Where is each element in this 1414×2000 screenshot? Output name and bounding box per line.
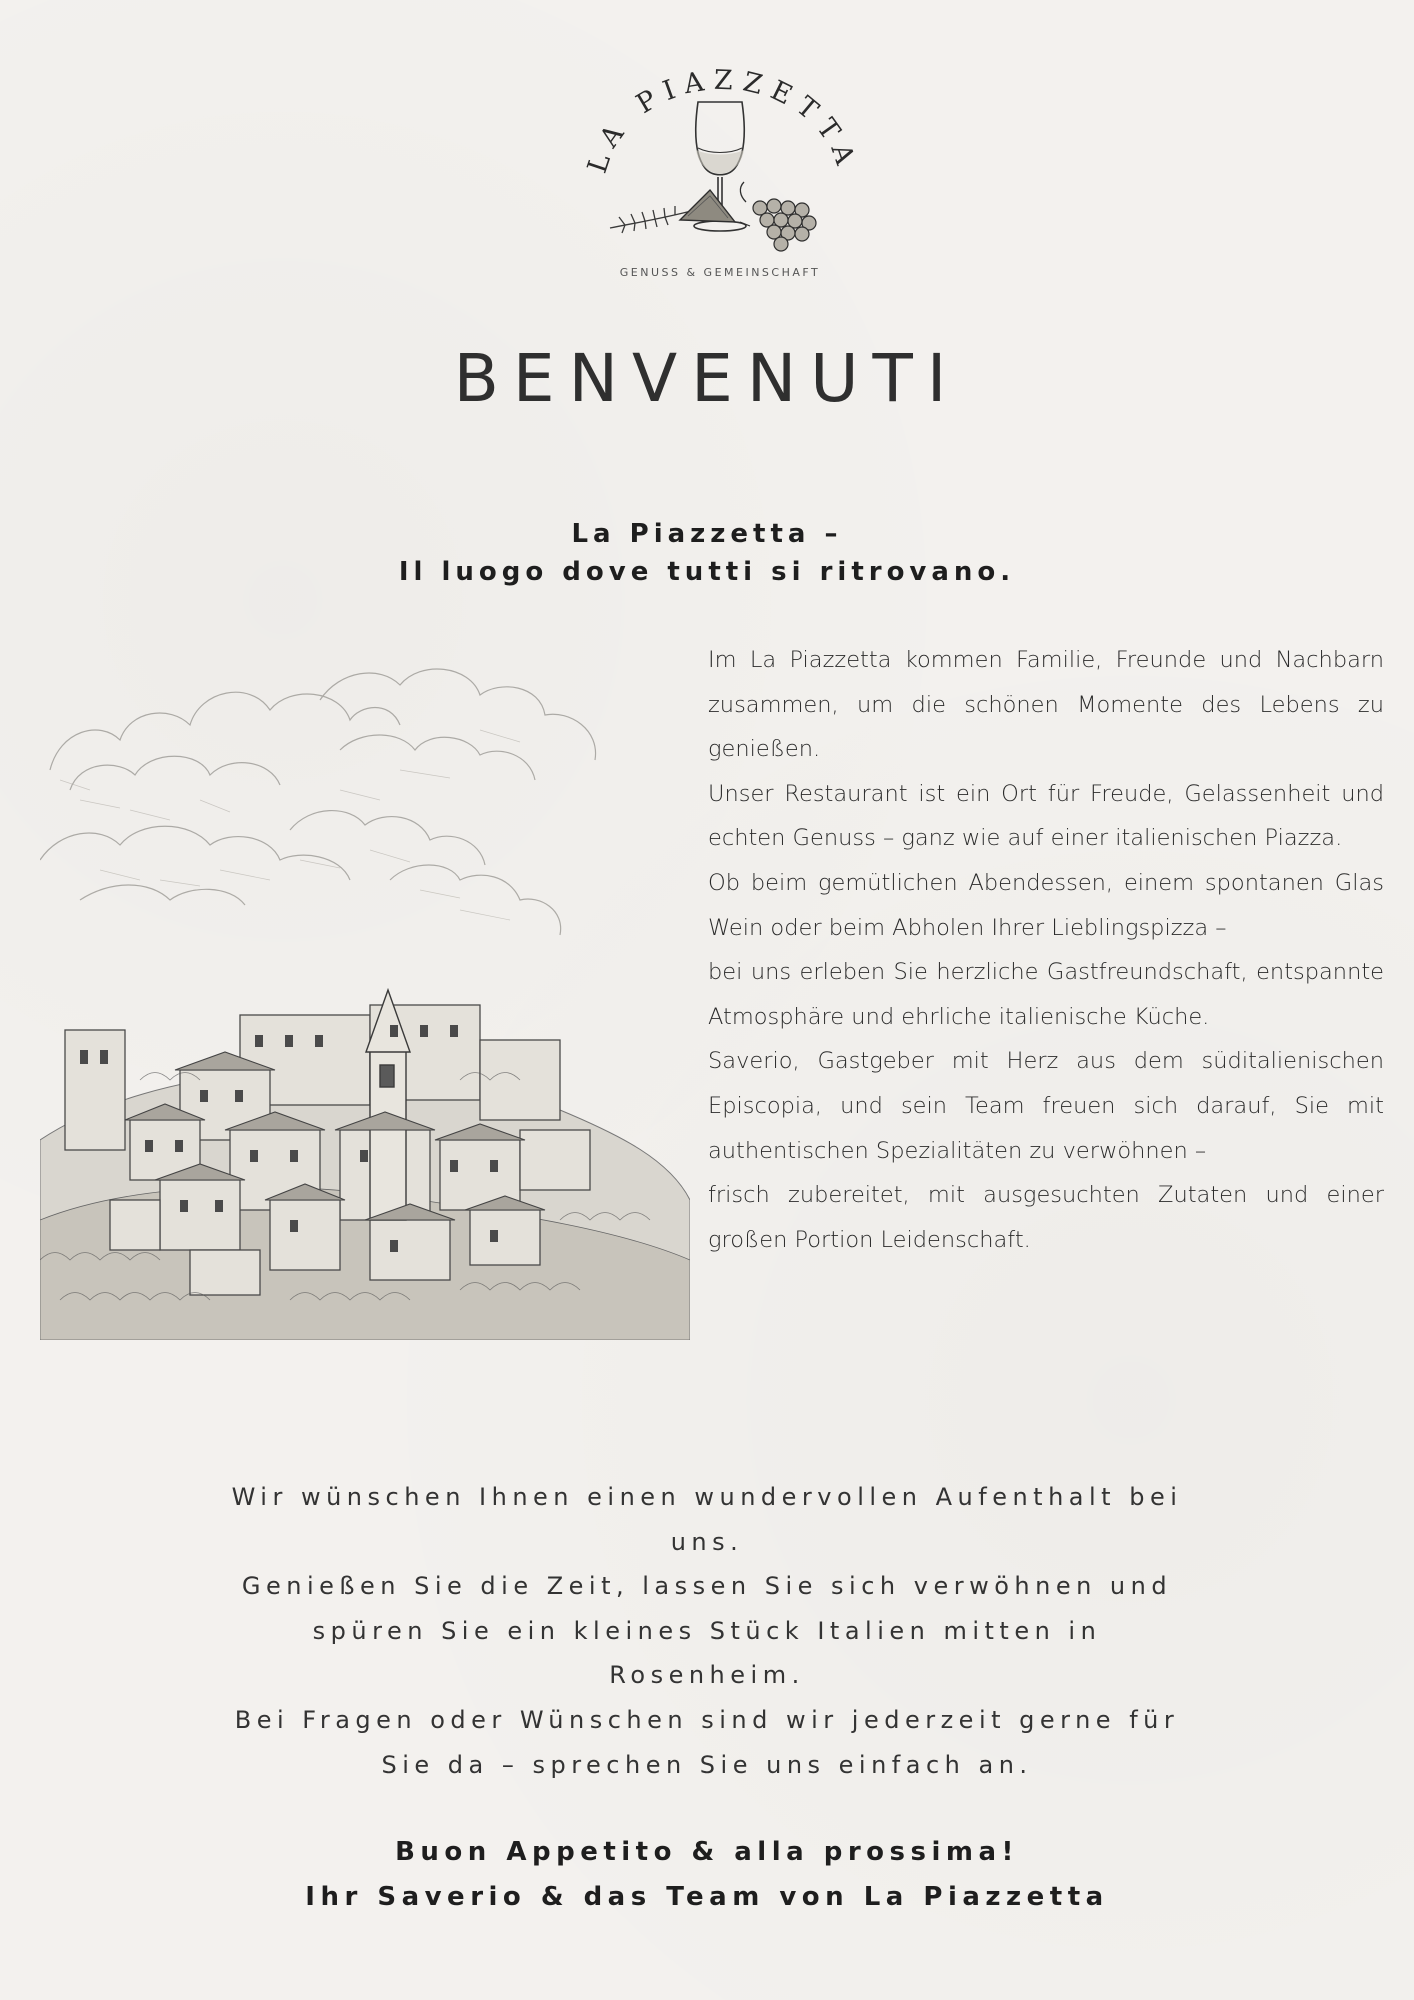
restaurant-logo	[570, 50, 870, 290]
closing-paragraph: Wir wünschen Ihnen einen wundervollen Aufenthalt bei uns.	[231, 1483, 1183, 1556]
signoff	[0, 1830, 1414, 1920]
closing-paragraph: Bei Fragen oder Wünschen sind wir jederzeit gerne für Sie da – sprechen Sie uns einfach an.	[234, 1705, 1180, 1779]
wine-glass-logo-icon	[570, 50, 870, 265]
logo-name: LA PIAZZETTA	[581, 64, 864, 178]
intro-paragraph: Ob beim gemütlichen Abendessen, einem spontanen Glas Wein oder beim Abholen Ihrer Lieblingspizza –	[708, 869, 1384, 941]
closing-text	[220, 1475, 1194, 1787]
intro-paragraph: Saverio, Gastgeber mit Herz aus dem süditalienischen Episcopia, und sein Team freuen sich darauf, Sie mit authentischen Spezialitäten zu verwöhnen –	[708, 1048, 1384, 1164]
subtitle-line-1: La Piazzetta –	[571, 519, 843, 549]
intro-paragraph: frisch zubereitet, mit ausgesuchten Zutaten und einer großen Portion Leidenschaft.	[708, 1182, 1384, 1253]
intro-paragraph: bei uns erleben Sie herzliche Gastfreundschaft, entspannte Atmosphäre und ehrliche italienische Küche.	[708, 959, 1384, 1030]
subtitle-line-2: Il luogo dove tutti si ritrovano.	[398, 557, 1016, 587]
intro-text	[708, 638, 1384, 1262]
village-sketch-illustration	[40, 660, 690, 1340]
intro-paragraph: Im La Piazzetta kommen Familie, Freunde und Nachbarn zusammen, um die schönen Momente des Lebens zu genießen.	[708, 647, 1384, 763]
closing-paragraph: Genießen Sie die Zeit, lassen Sie sich verwöhnen und spüren Sie ein kleines Stück Italien mitten in Rosenheim.	[241, 1572, 1173, 1690]
page-title: BENVENUTI	[453, 340, 961, 417]
signoff-line-2: Ihr Saverio & das Team von La Piazzetta	[305, 1882, 1109, 1912]
logo-tagline: GENUSS & GEMEINSCHAFT	[619, 266, 821, 279]
subtitle	[0, 515, 1414, 591]
intro-paragraph: Unser Restaurant ist ein Ort für Freude, Gelassenheit und echten Genuss – ganz wie auf einer italienischen Piazza.	[708, 780, 1384, 852]
signoff-line-1: Buon Appetito & alla prossima!	[395, 1837, 1019, 1867]
